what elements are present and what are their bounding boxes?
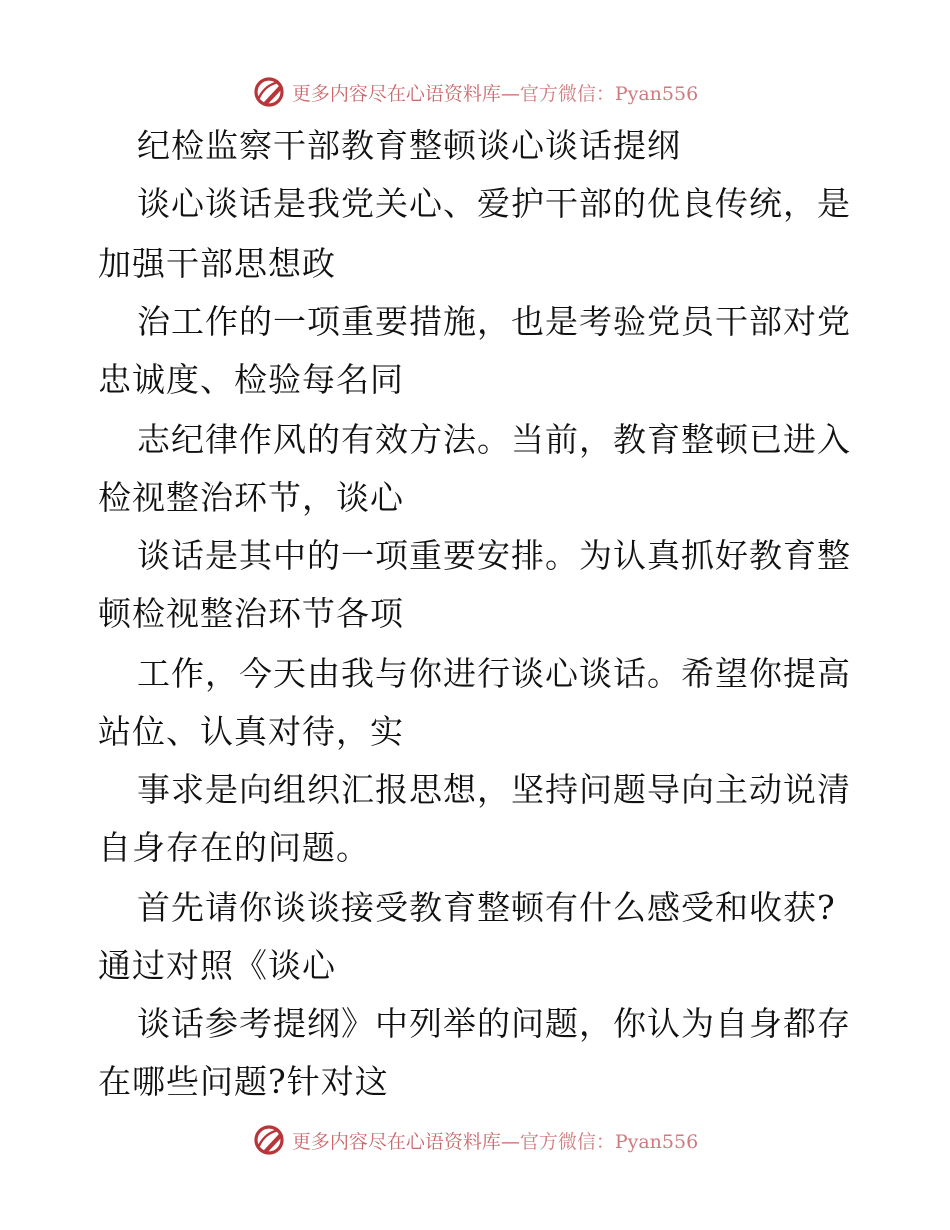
text-line: 检视整治环节，谈心	[98, 478, 404, 517]
text-line: 治工作的一项重要措施，也是考验党员干部对党	[137, 302, 851, 341]
footer-banner-text	[292, 1127, 698, 1154]
text-line: 加强干部思想政	[98, 244, 336, 283]
text-line: 通过对照《谈心	[98, 946, 336, 985]
text-line: 忠诚度、检验每名同	[98, 360, 404, 399]
text-line: 谈话是其中的一项重要安排。为认真抓好教育整	[137, 536, 851, 575]
pen-logo-icon	[252, 75, 286, 109]
text-line: 谈心谈话是我党关心、爱护干部的优良传统，是	[137, 184, 851, 223]
footer-dash: —	[500, 1130, 520, 1153]
header-dash: —	[500, 82, 520, 105]
header-site-text: 更多内容尽在心语资料库	[291, 82, 501, 105]
header-contact-text: 官方微信：Pyan556	[519, 82, 699, 105]
text-line: 志纪律作风的有效方法。当前，教育整顿已进入	[137, 420, 851, 459]
text-line: 首先请你谈谈接受教育整顿有什么感受和收获?	[137, 888, 836, 927]
pen-logo-icon	[252, 1123, 286, 1157]
footer-banner	[0, 1118, 950, 1162]
header-banner	[0, 70, 950, 114]
text-line: 谈话参考提纲》中列举的问题，你认为自身都存	[137, 1004, 851, 1043]
footer-site-text: 更多内容尽在心语资料库	[291, 1130, 501, 1153]
document-title: 纪检监察干部教育整顿谈心谈话提纲	[137, 126, 681, 165]
header-banner-text	[292, 79, 698, 106]
text-line: 站位、认真对待，实	[98, 712, 404, 751]
text-line: 工作，今天由我与你进行谈心谈话。希望你提高	[137, 654, 851, 693]
text-line: 自身存在的问题。	[98, 828, 370, 867]
text-line: 在哪些问题?针对这	[98, 1062, 389, 1101]
text-line: 顿检视整治环节各项	[98, 594, 404, 633]
footer-contact-text: 官方微信：Pyan556	[519, 1130, 699, 1153]
text-line: 事求是向组织汇报思想，坚持问题导向主动说清	[137, 770, 851, 809]
